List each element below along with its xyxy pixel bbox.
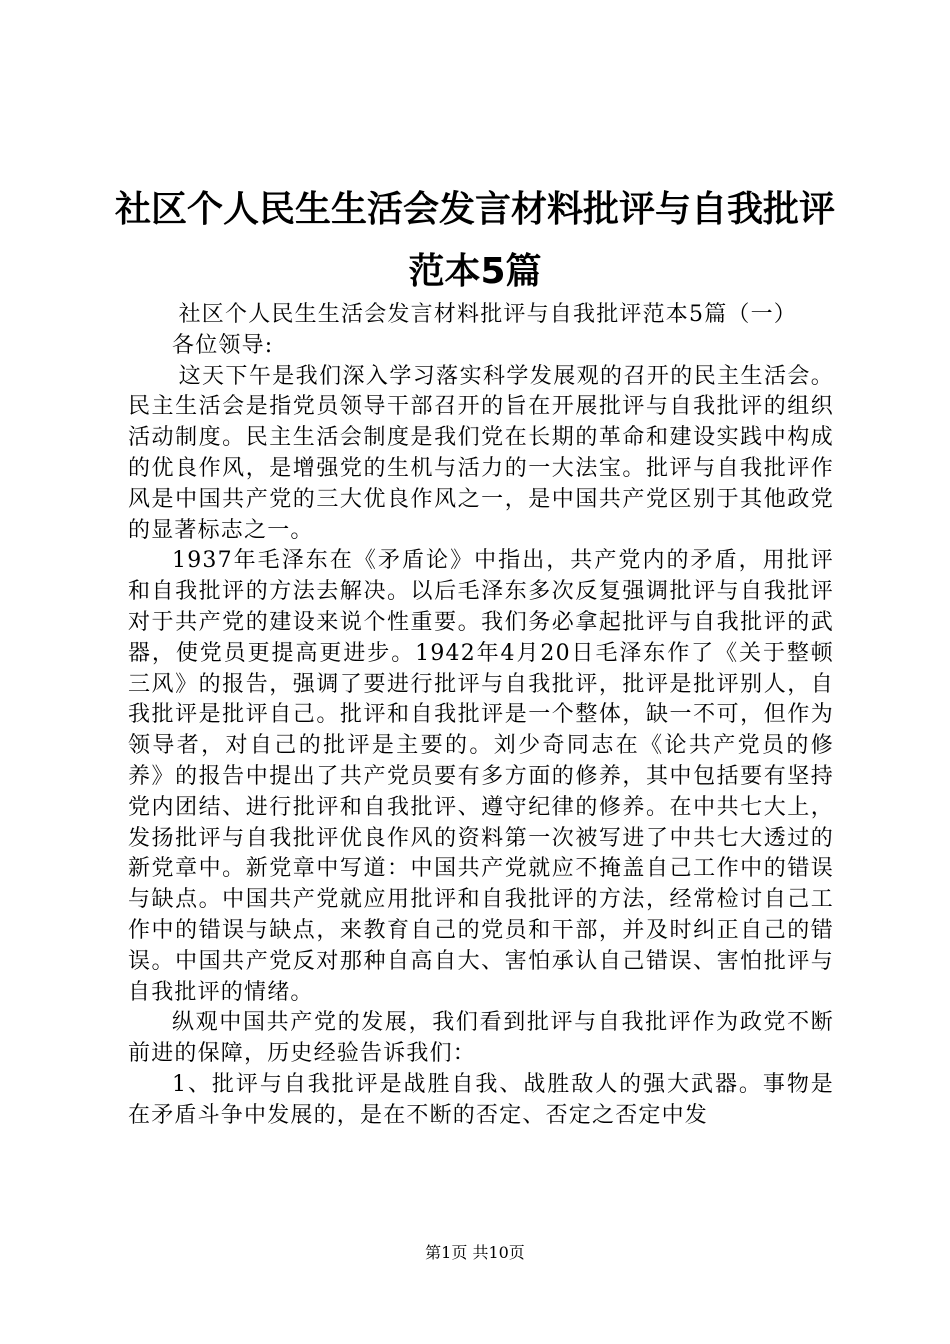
paragraph-intro: 这天下午是我们深入学习落实科学发展观的召开的民主生活会。民主生活会是指党员领导干部召开的旨在开展批评与自我批评的组织活动制度。民主生活会制度是我们党在长期的革命和建设实践中构成的优良作风，是增强党的生机与活力的一大法宝。批评与自我批评作风是中国共产党的三大优良作风之一，是中国共产党区别于其他政党的显著标志之一。 <box>128 363 834 543</box>
paragraph-overview: 纵观中国共产党的发展，我们看到批评与自我批评作为政党不断前进的保障，历史经验告诉我们： <box>128 1010 834 1067</box>
paragraph-point-1: 1、批评与自我批评是战胜自我、战胜敌人的强大武器。事物是在矛盾斗争中发展的，是在不断的否定、否定之否定中发 <box>128 1071 834 1128</box>
document-body <box>128 300 834 1132</box>
document-title-line-2: 范本5篇 <box>408 251 542 292</box>
paragraph-salutation: 各位领导: <box>172 332 274 358</box>
paragraph-subtitle: 社区个人民生生活会发言材料批评与自我批评范本5篇（一） <box>178 302 797 327</box>
page-footer: 第1页 共10页 <box>425 1243 525 1262</box>
document-title-line-1: 社区个人民生生活会发言材料批评与自我批评 <box>114 189 835 230</box>
paragraph-history: 1937年毛泽东在《矛盾论》中指出，共产党内的矛盾，用批评和自我批评的方法去解决。以后毛泽东多次反复强调批评与自我批评对于共产党的建设来说个性重要。我们务必拿起批评与自我批评的武器，使党员更提高更进步。1942年4月20日毛泽东作了《关于整顿三风》的报告，强调了要进行批评与自我批评，批评是批评别人，自我批评是批评自己。批评和自我批评是一个整体，缺一不可，但作为领导者，对自己的批评是主要的。刘少奇同志在《论共产党员的修养》的报告中提出了共产党员要有多方面的修养，其中包括要有坚持党内团结、进行批评和自我批评、遵守纪律的修养。在中共七大上，发扬批评与自我批评优良作风的资料第一次被写进了中共七大透过的新党章中。新党章中写道：中国共产党就应不掩盖自己工作中的错误与缺点。中国共产党就应用批评和自我批评的方法，经常检讨自己工作中的错误与缺点，来教育自己的党员和干部，并及时纠正自己的错误。中国共产党反对那种自高自大、害怕承认自己错误、害怕批评与自我批评的情绪。 <box>128 548 834 1005</box>
